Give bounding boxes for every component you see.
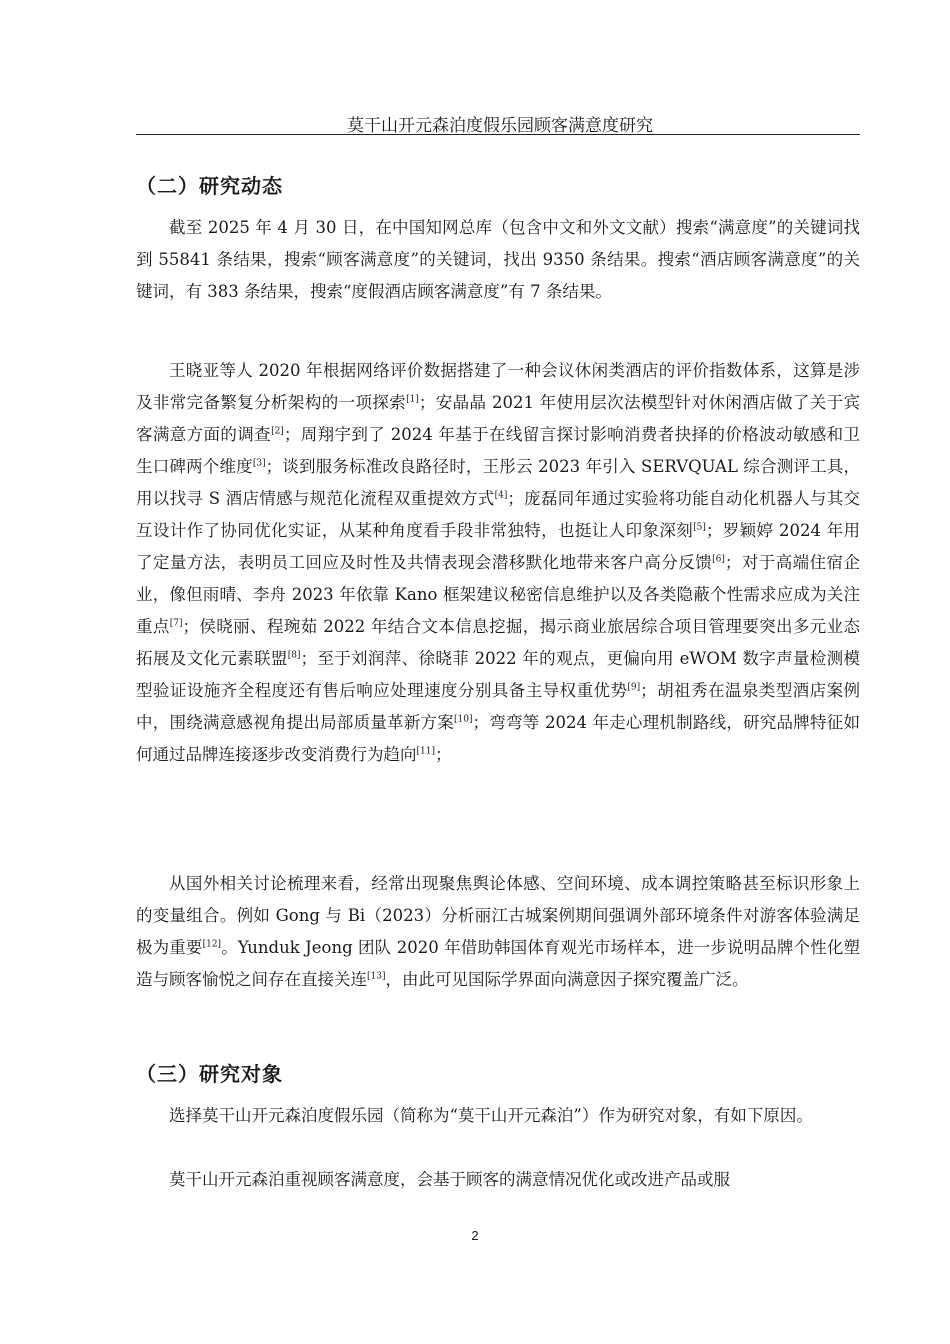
- citation-ref: [9]: [627, 682, 641, 693]
- citation-ref: [5]: [693, 522, 706, 533]
- page-number: 2: [471, 1228, 479, 1243]
- paragraph-search-statistics: 截至 2025 年 4 月 30 日，在中国知网总库（包含中文和外文文献）搜索“满意度”的关键词找到 55841 条结果，搜索“顾客满意度”的关键词，找出 9350 条结果。搜索“酒店顾客满意度”的关键词，有 383 条结果，搜索“度假酒店顾客满意度”有 7 条结果。: [136, 218, 860, 301]
- text-run: ；胡祖秀在温泉类型酒店案例中，围绕满意感视角提出局部质量革新方案: [136, 681, 861, 732]
- citation-ref: [7]: [169, 618, 183, 629]
- text-run: 。Yunduk Jeong 团队 2020 年借助韩国体育观光市场样本，进一步说明品牌个性化塑造与顾客愉悦之间存在直接关连: [136, 938, 861, 989]
- paragraph-domestic-literature: [136, 355, 860, 771]
- citation-ref: [2]: [271, 426, 284, 437]
- text-run: 从国外相关讨论梳理来看，经常出现聚焦舆论体感、空间环境、成本调控策略甚至标识形象上的变量组合。例如 Gong 与 Bi（2023）分析丽江古城案例期间强调外部环境条件对游客体验满足极为重要: [136, 874, 860, 957]
- text-run: ；谈到服务标准改良路径时，王彤云 2023 年引入 SERVQUAL 综合测评工具，用以找寻 S 酒店情感与规范化流程双重提效方式: [136, 457, 860, 508]
- citation-ref: [6]: [712, 554, 725, 565]
- section-heading-research-status: （二）研究动态: [136, 174, 283, 198]
- citation-ref: [1]: [406, 394, 419, 405]
- citation-ref: [12]: [202, 939, 222, 950]
- citation-ref: [13]: [367, 971, 386, 982]
- text-run: ；周翔宇到了 2024 年基于在线留言探讨影响消费者抉择的价格波动敏感和卫生口碑两个维度: [136, 425, 861, 476]
- citation-ref: [11]: [416, 746, 435, 757]
- text-run: ；: [434, 745, 452, 764]
- citation-ref: [10]: [454, 714, 473, 725]
- header-rule: [136, 134, 860, 135]
- running-header: 莫干山开元森泊度假乐园顾客满意度研究: [347, 116, 653, 136]
- text-run: ；庞磊同年通过实验将功能自动化机器人与其交互设计作了协同优化实证，从某种角度看手段非常独特，也挺让人印象深刻: [136, 489, 860, 540]
- text-run: ，由此可见国际学界面向满意因子探究覆盖广泛。: [385, 970, 749, 989]
- section-heading-research-object: （三）研究对象: [136, 1062, 283, 1086]
- text-run: ；安晶晶 2021 年使用层次法模型针对休闲酒店做了关于宾客满意方面的调查: [136, 393, 860, 444]
- paragraph-foreign-literature: [136, 868, 860, 996]
- text-run: 王晓亚等人 2020 年根据网络评价数据搭建了一种会议休闲类酒店的评价指数体系，这算是涉及非常完备繁复分析架构的一项探索: [136, 361, 860, 412]
- text-run: ；至于刘润萍、徐晓菲 2022 年的观点，更偏向用 eWOM 数字声量检测模型验证设施齐全程度还有售后响应处理速度分别具备主导权重优势: [136, 649, 860, 700]
- citation-ref: [4]: [494, 490, 508, 501]
- paragraph-object-reason: 莫干山开元森泊重视顾客满意度，会基于顾客的满意情况优化或改进产品或服: [169, 1170, 730, 1189]
- text-run: ；侯晓丽、程琬茹 2022 年结合文本信息挖掘，揭示商业旅居综合项目管理要突出多元业态拓展及文化元素联盟: [136, 617, 860, 668]
- text-run: ；对于高端住宿企业，像但雨晴、李舟 2023 年依靠 Kano 框架建议秘密信息维护以及各类隐蔽个性需求应成为关注重点: [136, 553, 861, 636]
- citation-ref: [8]: [287, 650, 301, 661]
- citation-ref: [3]: [252, 458, 266, 469]
- text-run: ；罗颖婷 2024 年用了定量方法，表明员工回应及时性及共情表现会潜移默化地带来客户高分反馈: [136, 521, 861, 572]
- paragraph-object-choice: 选择莫干山开元森泊度假乐园（简称为“莫干山开元森泊”）作为研究对象，有如下原因。: [169, 1106, 813, 1125]
- text-run: ；弯弯等 2024 年走心理机制路线，研究品牌特征如何通过品牌连接逐步改变消费行为趋向: [136, 713, 861, 764]
